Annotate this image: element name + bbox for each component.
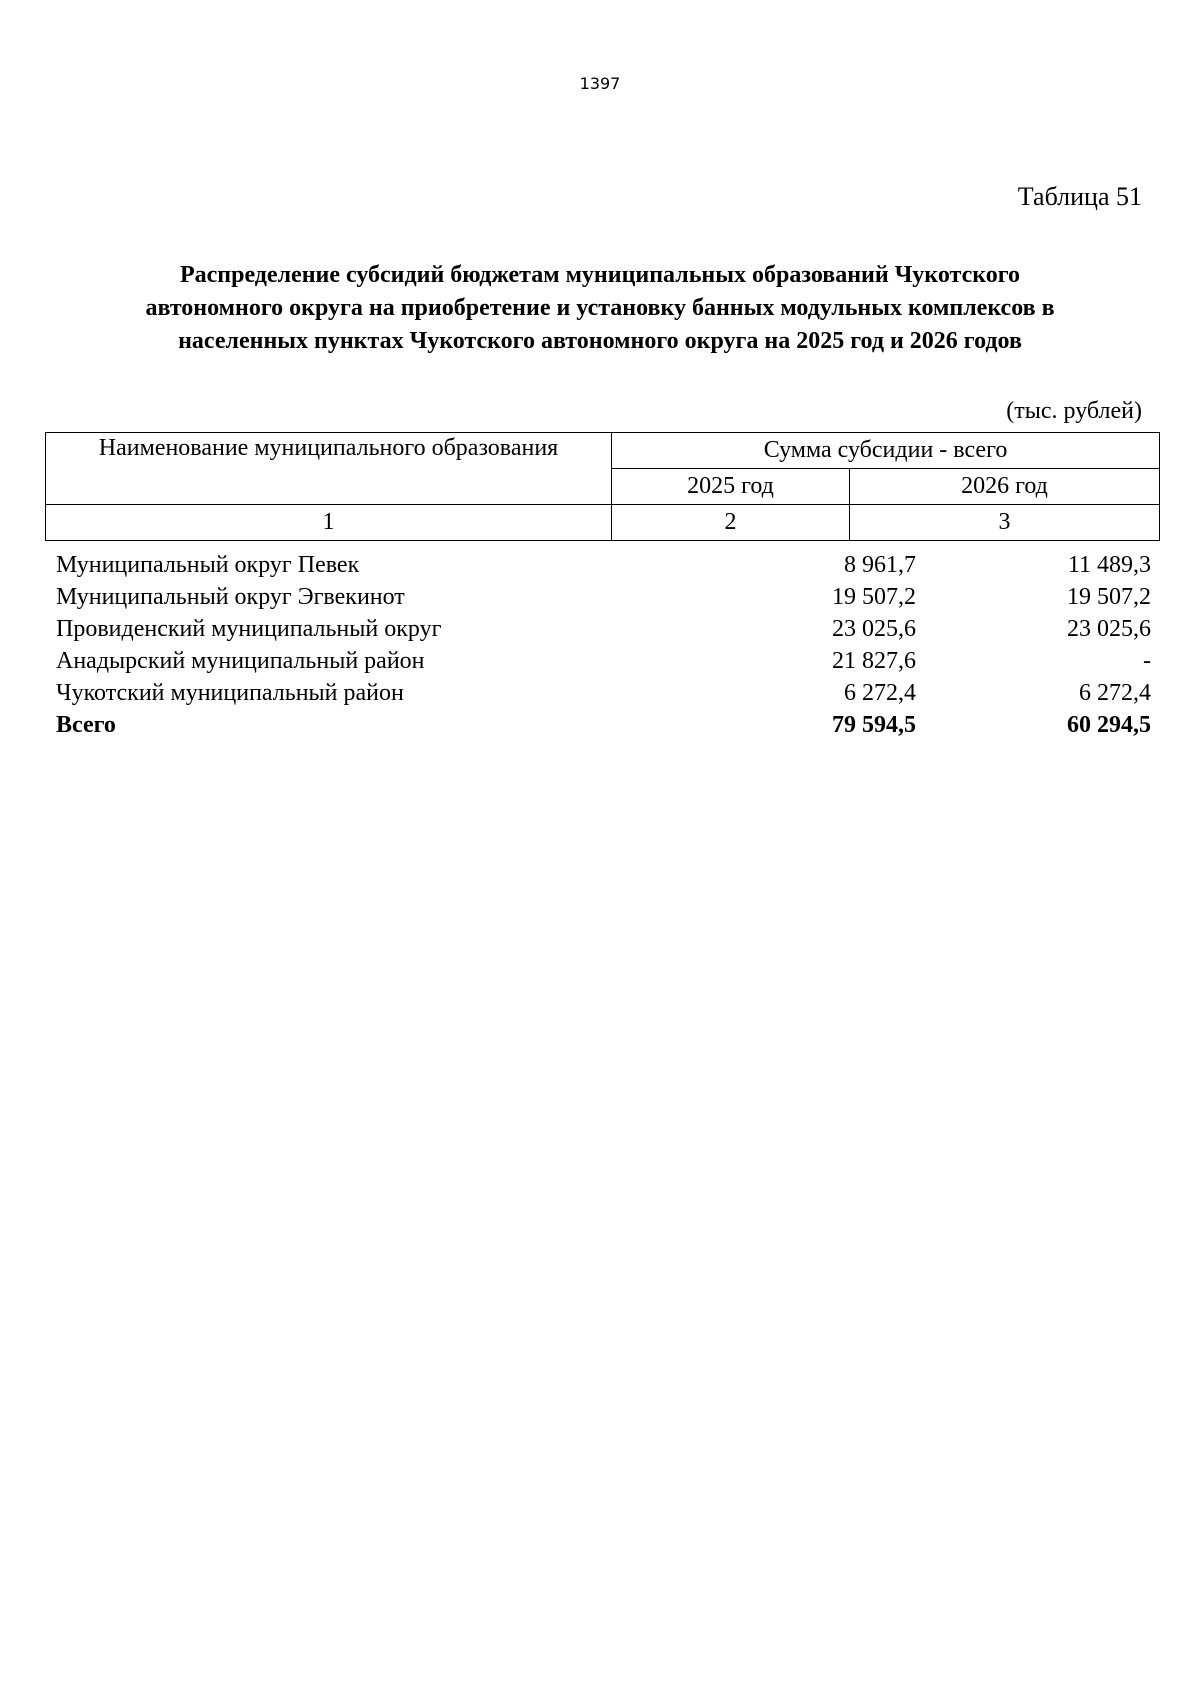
header-name-column: Наименование муниципального образования [46, 433, 612, 505]
row-value-2026: 6 272,4 [1079, 680, 1151, 706]
table-row [0, 552, 1200, 584]
row-value-2026: 19 507,2 [1067, 584, 1151, 610]
row-name: Провиденский муниципальный округ [56, 616, 442, 642]
page-number: 1397 [579, 74, 621, 93]
header-sum-column: Сумма субсидии - всего [612, 433, 1160, 469]
table-body [0, 552, 1200, 744]
row-value-2025: 23 025,6 [832, 616, 916, 642]
units-label: (тыс. рублей) [1006, 398, 1142, 424]
title-line: населенных пунктах Чукотского автономного округа на 2025 год и 2026 годов [178, 328, 1022, 354]
row-value-2025: 21 827,6 [832, 648, 916, 674]
title-line: Распределение субсидий бюджетам муниципальных образований Чукотского [179, 262, 1021, 288]
row-value-2026: 11 489,3 [1067, 552, 1151, 578]
row-value-2025: 19 507,2 [832, 584, 916, 610]
table-label: Таблица 51 [1017, 182, 1142, 211]
row-name: Муниципальный округ Певек [56, 552, 360, 578]
total-value-2026: 60 294,5 [1067, 712, 1151, 738]
row-name: Муниципальный округ Эгвекинот [56, 584, 405, 610]
title-line: автономного округа на приобретение и установку банных модульных комплексов в [145, 295, 1055, 321]
header-number-3: 3 [850, 505, 1160, 541]
header-year-2026: 2026 год [850, 469, 1160, 505]
header-number-2: 2 [612, 505, 850, 541]
header-number-1: 1 [46, 505, 612, 541]
header-year-2025: 2025 год [612, 469, 850, 505]
table-row [0, 616, 1200, 648]
total-row [0, 712, 1200, 744]
row-value-2025: 8 961,7 [844, 552, 916, 578]
table-header [45, 432, 1160, 541]
row-name: Чукотский муниципальный район [56, 680, 404, 706]
row-value-2026: 23 025,6 [1067, 616, 1151, 642]
table-row [0, 648, 1200, 680]
table-row [0, 680, 1200, 712]
row-value-2026: - [1143, 648, 1151, 674]
total-value-2025: 79 594,5 [832, 712, 916, 738]
row-value-2025: 6 272,4 [844, 680, 916, 706]
table-row [0, 584, 1200, 616]
document-title [40, 259, 1160, 358]
row-name: Анадырский муниципальный район [56, 648, 425, 674]
total-label: Всего [56, 712, 116, 738]
